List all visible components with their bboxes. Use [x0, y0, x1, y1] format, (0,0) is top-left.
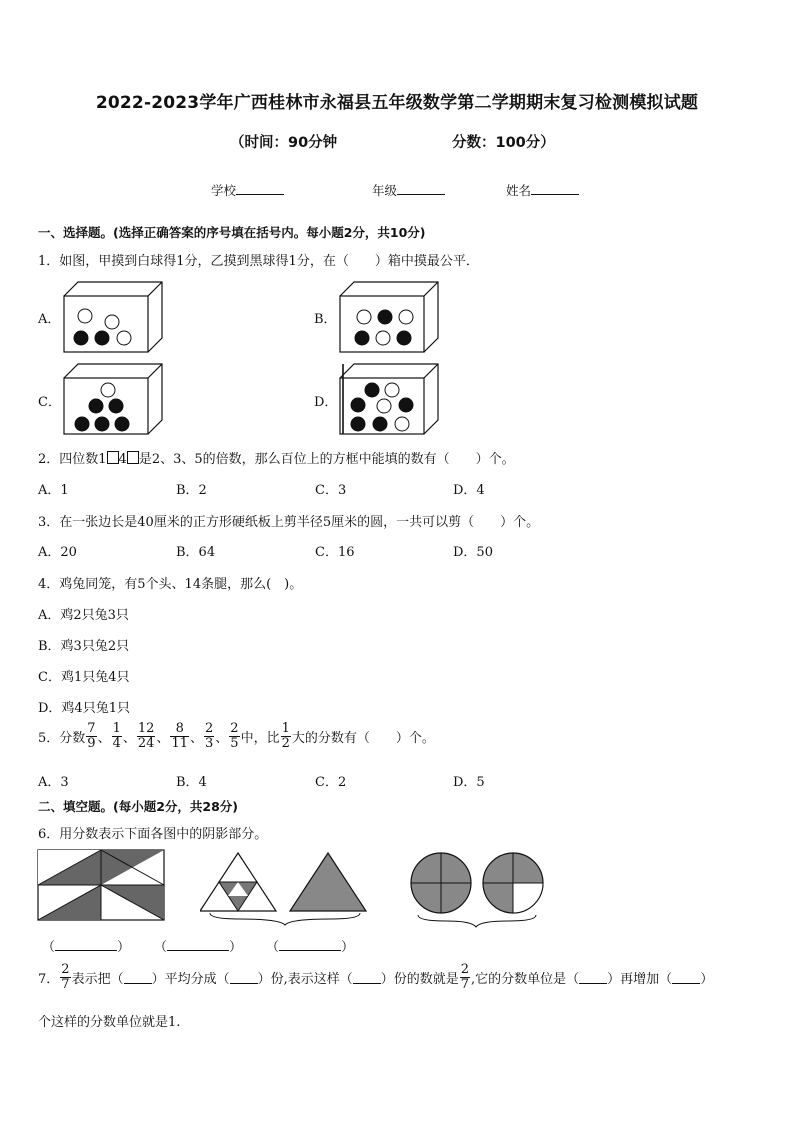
white-ball [105, 315, 119, 329]
q1-option-b-label[interactable]: B． [314, 312, 337, 327]
q5-option-a[interactable]: A．3 [38, 775, 69, 790]
q1-option-a-label[interactable]: A． [38, 312, 61, 327]
shaded-rectangle-figure [37, 849, 167, 923]
black-ball [351, 417, 365, 431]
separator: 、 [122, 731, 136, 746]
q3-option-d[interactable]: D．50 [453, 545, 493, 560]
fraction: $\frac{2}{5}$ [230, 721, 239, 751]
ball-box-a [60, 280, 166, 354]
answer-blank[interactable] [230, 972, 258, 984]
answer-blank[interactable] [124, 972, 152, 984]
q7-text: ,它的分数单位是（ [471, 972, 580, 987]
question-4: 4．鸡兔同笼，有5个头、14条腿，那么( )。 [38, 577, 303, 592]
q7-text: ）份,表示这样（ [257, 972, 353, 987]
q2-text-b: 4 [118, 452, 127, 467]
q6-answer-2[interactable]: （ ） [154, 940, 243, 955]
question-3: 3．在一张边长是40厘米的正方形硬纸板上剪半径5厘米的圆，一共可以剪（ ）个。 [38, 515, 540, 530]
fraction: $\frac{2}{3}$ [205, 721, 214, 751]
fraction: $\frac{12}{24}$ [137, 721, 155, 751]
name-label: 姓名 [506, 183, 532, 198]
separator: 、 [156, 731, 170, 746]
answer-blank[interactable] [672, 972, 700, 984]
page-title: 2022-2023学年广西桂林市永福县五年级数学第二学期期末复习检测模拟试题 [95, 93, 699, 113]
q5-suffix: 大的分数有（ ）个。 [291, 731, 435, 746]
q2-option-b[interactable]: B．2 [176, 483, 207, 498]
section2-heading: 二、填空题。(每小题2分，共28分) [38, 799, 239, 814]
fraction: $\frac{7}{9}$ [87, 721, 96, 751]
q4-option-d[interactable]: D．鸡4只兔1只 [38, 701, 130, 716]
black-ball [355, 331, 369, 345]
q1-option-c-label[interactable]: C． [38, 395, 61, 410]
question-7-line2: 个这样的分数单位就是1. [38, 1015, 181, 1030]
q3-option-a[interactable]: A．20 [38, 545, 77, 560]
shaded-circles-figure [406, 849, 552, 929]
shaded-triangles-figure [200, 849, 370, 929]
grade-field[interactable] [372, 181, 445, 199]
black-ball [95, 417, 109, 431]
q5-option-b[interactable]: B．4 [176, 775, 207, 790]
digit-box [107, 451, 119, 464]
q5-option-d[interactable]: D．5 [453, 775, 485, 790]
black-ball [95, 331, 109, 345]
ball-box-c [60, 362, 166, 436]
white-ball [395, 417, 409, 431]
ball-box-d [336, 362, 442, 436]
fraction: $\frac{8}{11}$ [171, 721, 188, 751]
q3-option-b[interactable]: B．64 [176, 545, 216, 560]
q6-answer-3[interactable]: （ ） [266, 940, 355, 955]
black-ball [89, 399, 103, 413]
q4-option-b[interactable]: B．鸡3只兔2只 [38, 639, 130, 654]
question-6: 6．用分数表示下面各图中的阴影部分。 [38, 827, 268, 842]
white-ball [78, 309, 92, 323]
digit-box [127, 451, 139, 464]
black-ball [397, 331, 411, 345]
black-ball [74, 331, 88, 345]
q7-text: 表示把（ [71, 972, 124, 987]
black-ball [378, 310, 392, 324]
q2-option-c[interactable]: C．3 [315, 483, 347, 498]
q7-number: 7． [38, 972, 60, 987]
black-ball [373, 417, 387, 431]
q5-mid: 中，比 [240, 731, 280, 746]
q5-prefix: 5．分数 [38, 731, 86, 746]
section1-heading: 一、选择题。(选择正确答案的序号填在括号内。每小题2分，共10分) [38, 225, 426, 240]
q7-text: ）平均分成（ [151, 972, 230, 987]
q6-answer-1[interactable]: （ ） [42, 940, 131, 955]
black-ball [365, 383, 379, 397]
q1-option-d-label[interactable]: D． [314, 395, 338, 410]
separator: 、 [189, 731, 203, 746]
name-field[interactable] [506, 181, 579, 199]
q2-text-c: 是2、3、5的倍数，那么百位上的方框中能填的数有（ ）个。 [138, 452, 515, 467]
q7-text: ）再增加（ [607, 972, 673, 987]
fraction: $\frac{2}{7}$ [61, 962, 70, 992]
answer-blank[interactable] [353, 972, 381, 984]
white-ball [377, 399, 391, 413]
q3-option-c[interactable]: C．16 [315, 545, 355, 560]
question-2 [38, 448, 515, 467]
q5-option-c[interactable]: C．2 [315, 775, 347, 790]
black-ball [75, 417, 89, 431]
separator: 、 [215, 731, 229, 746]
q2-option-d[interactable]: D．4 [453, 483, 485, 498]
school-label: 学校 [211, 183, 237, 198]
white-ball [385, 383, 399, 397]
ball-box-b [336, 280, 442, 354]
separator: 、 [97, 731, 111, 746]
answer-blank[interactable] [579, 972, 607, 984]
fraction: $\frac{1}{2}$ [281, 721, 290, 751]
fraction: $\frac{1}{4}$ [112, 721, 121, 751]
question-5 [38, 722, 435, 751]
q4-option-a[interactable]: A．鸡2只兔3只 [38, 608, 129, 623]
white-ball [101, 383, 115, 397]
white-ball [399, 310, 413, 324]
q2-text-a: 2．四位数1 [38, 452, 107, 467]
grade-label: 年级 [372, 183, 398, 198]
q7-text: ） [700, 972, 714, 987]
white-ball [376, 331, 390, 345]
white-ball [117, 331, 131, 345]
black-ball [109, 399, 123, 413]
black-ball [399, 398, 413, 412]
white-ball [357, 310, 371, 324]
q4-option-c[interactable]: C．鸡1只兔4只 [38, 670, 130, 685]
school-field[interactable] [211, 181, 284, 199]
exam-time: （时间：90分钟 [230, 135, 338, 151]
fraction: $\frac{2}{7}$ [460, 962, 470, 992]
black-ball [351, 398, 365, 412]
exam-score: 分数：100分） [452, 135, 555, 151]
question-1: 1．如图，甲摸到白球得1分，乙摸到黑球得1分，在（ ）箱中摸最公平． [38, 254, 479, 269]
q2-option-a[interactable]: A．1 [38, 483, 69, 498]
question-7 [38, 963, 713, 992]
q7-text: ）份的数就是 [380, 972, 459, 987]
